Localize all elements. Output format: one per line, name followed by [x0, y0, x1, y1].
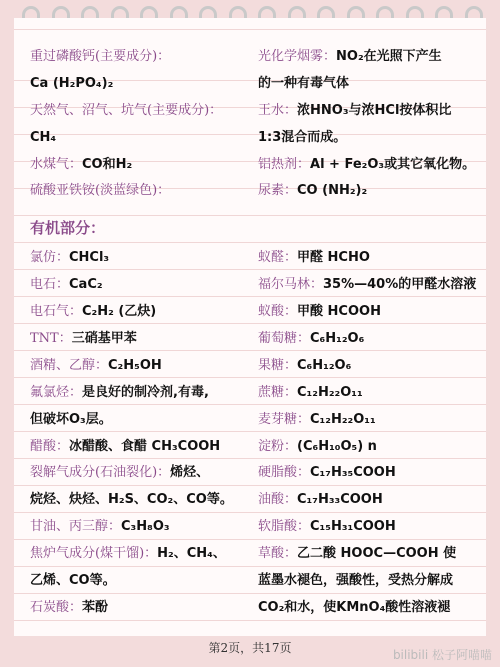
entry-value: C₁₇H₃₃COOH	[297, 492, 383, 508]
entry-value: 但破坏O₃层。	[30, 411, 112, 427]
entry-label: 尿素：	[258, 183, 298, 199]
entry-value: C₁₂H₂₂O₁₁	[310, 411, 376, 427]
entry-line	[258, 326, 490, 353]
entry-value: C₂H₂ (乙炔)	[82, 304, 157, 320]
entry-line	[30, 595, 255, 622]
entry-label: 硬脂酸：	[258, 465, 311, 481]
entry-value: (C₆H₁₀O₅) n	[297, 438, 377, 454]
entry-value: 冰醋酸、食醋 CH₃COOH	[69, 438, 221, 454]
entry-value: H₂、CH₄、	[157, 546, 226, 562]
entry-line	[30, 71, 255, 98]
entry-label: 铝热剂：	[258, 156, 311, 172]
entry-line	[258, 541, 490, 568]
entry-line	[258, 353, 490, 380]
entry-line	[30, 434, 255, 461]
entry-label: 软脂酸：	[258, 519, 311, 535]
entry-label: 果糖：	[258, 357, 298, 373]
entry-value: 苯酚	[82, 599, 109, 615]
entry-line	[258, 272, 490, 299]
entry-line	[30, 245, 255, 272]
entry-label: 氯仿：	[30, 250, 70, 266]
entry-value: Al + Fe₂O₃或其它氧化物。	[310, 156, 476, 172]
entry-line	[30, 98, 255, 125]
entry-line	[258, 460, 490, 487]
entry-line	[258, 487, 490, 514]
entry-label: 石炭酸：	[30, 599, 83, 615]
entry-value: 是良好的制冷剂,有毒,	[82, 384, 209, 400]
entry-line	[30, 514, 255, 541]
entry-label: 光化学烟雾：	[258, 49, 337, 64]
entry-value: CH₄	[30, 129, 57, 145]
left-column	[30, 44, 255, 622]
entry-value: 乙二酸 HOOC—COOH 使	[297, 546, 457, 562]
entry-label: 蚁酸：	[258, 304, 298, 320]
entry-value: 1:3混合而成。	[258, 129, 347, 145]
entry-line	[258, 380, 490, 407]
section-heading	[258, 205, 490, 245]
entry-line	[30, 541, 255, 568]
entry-label: 蔗糖：	[258, 384, 298, 400]
entry-label: 油酸：	[258, 492, 298, 508]
entry-line	[30, 487, 255, 514]
entry-line	[258, 152, 490, 179]
entry-line	[258, 98, 490, 125]
entry-line	[258, 299, 490, 326]
entry-value: CHCl₃	[69, 250, 110, 266]
entry-label: 葡萄糖：	[258, 331, 311, 347]
entry-value: 35%—40%的甲醛水溶液	[323, 277, 477, 293]
entry-label: 水煤气：	[30, 156, 83, 172]
entry-value: CO₂和水，使KMnO₄酸性溶液褪	[258, 599, 451, 615]
entry-line	[258, 44, 490, 71]
entry-label: 甘油、丙三醇：	[30, 519, 122, 535]
entry-label: 酒精、乙醇：	[30, 357, 109, 373]
entry-line	[258, 514, 490, 541]
entry-value: C₆H₁₂O₆	[297, 357, 352, 373]
entry-label: 硫酸亚铁铵(淡蓝绿色)：	[30, 183, 171, 199]
entry-value: 三硝基甲苯	[71, 331, 137, 347]
entry-label: 醋酸：	[30, 438, 70, 454]
entry-label: 天然气、沼气、坑气(主要成分)：	[30, 102, 223, 118]
entry-label: 氟氯烃：	[30, 384, 83, 400]
entry-line	[30, 152, 255, 179]
entry-value: C₁₅H₃₁COOH	[310, 519, 396, 535]
entry-line	[258, 125, 490, 152]
entry-line	[258, 595, 490, 622]
entry-value: 烯烃、	[170, 465, 210, 481]
entry-line	[30, 460, 255, 487]
right-column	[258, 44, 490, 622]
entry-value: 乙烯、CO等。	[30, 573, 116, 589]
entry-line	[30, 407, 255, 434]
entry-value: CaC₂	[69, 277, 103, 293]
entry-value: 的一种有毒气体	[258, 75, 350, 91]
entry-value: 甲醛 HCHO	[297, 250, 370, 266]
entry-line	[258, 568, 490, 595]
entry-line	[30, 125, 255, 152]
entry-line	[30, 178, 255, 205]
entry-value: 烷烃、炔烃、H₂S、CO₂、CO等。	[30, 492, 233, 508]
entry-line	[30, 326, 255, 353]
entry-label: 淀粉：	[258, 438, 298, 454]
entry-line	[258, 407, 490, 434]
entry-value: 蓝墨水褪色，强酸性，受热分解成	[258, 573, 454, 589]
entry-value: CO (NH₂)₂	[297, 183, 368, 199]
entry-value: C₁₂H₂₂O₁₁	[297, 384, 363, 400]
entry-value: C₂H₅OH	[108, 357, 162, 373]
watermark: bilibili 松子阿喵喵	[392, 648, 492, 662]
entry-line	[258, 71, 490, 98]
section-heading: 有机部分：	[30, 219, 106, 238]
entry-value: 甲酸 HCOOH	[297, 304, 381, 320]
entry-label: 王水：	[258, 102, 298, 118]
entry-value: C₆H₁₂O₆	[310, 331, 365, 347]
entry-value: C₁₇H₃₅COOH	[310, 465, 396, 481]
entry-value: C₃H₈O₃	[121, 519, 170, 535]
entry-label: 蚁醛：	[258, 250, 298, 266]
entry-label: 重过磷酸钙(主要成分)：	[30, 49, 171, 64]
entry-value: NO₂在光照下产生	[336, 49, 442, 64]
entry-line	[258, 434, 490, 461]
entry-line	[30, 272, 255, 299]
page-footer: 第2页，共17页	[208, 641, 292, 655]
entry-label: 草酸：	[258, 546, 298, 562]
entry-label: 焦炉气成分(煤干馏)：	[30, 546, 158, 562]
entry-value: Ca (H₂PO₄)₂	[30, 75, 114, 91]
entry-line	[30, 353, 255, 380]
entry-line	[30, 299, 255, 326]
entry-label: 电石气：	[30, 304, 83, 320]
entry-label: 电石：	[30, 277, 70, 293]
entry-label: TNT：	[30, 331, 72, 347]
entry-label: 裂解气成分(石油裂化)：	[30, 465, 171, 481]
entry-line	[258, 245, 490, 272]
entry-label: 福尔马林：	[258, 277, 324, 293]
entry-label: 麦芽糖：	[258, 411, 311, 427]
entry-line	[30, 44, 255, 71]
entry-line	[30, 568, 255, 595]
entry-line	[30, 380, 255, 407]
entry-value: CO和H₂	[82, 156, 133, 172]
entry-value: 浓HNO₃与浓HCl按体积比	[297, 102, 452, 118]
entry-line	[258, 178, 490, 205]
